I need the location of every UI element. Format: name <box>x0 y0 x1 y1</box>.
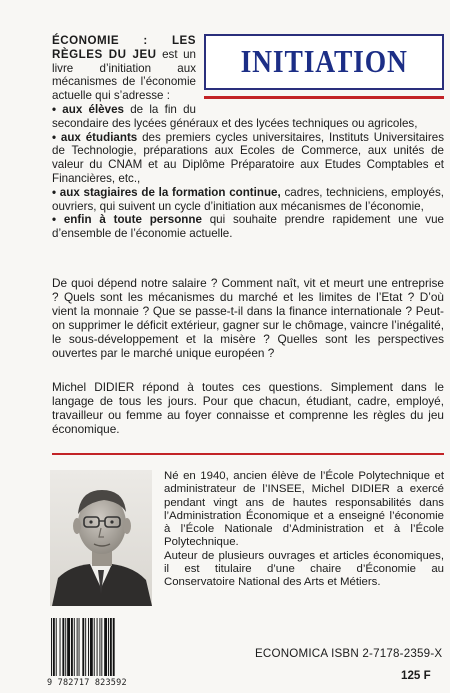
audience-item <box>52 103 444 131</box>
section-divider <box>52 453 444 455</box>
title-block <box>204 34 444 99</box>
bio-paragraph: Auteur de plusieurs ouvrages et articles économiques, il est titulaire d’une chaire d’Économie au Conservatoire National des Arts et Métiers. <box>164 549 444 589</box>
audience-item <box>52 213 444 241</box>
intro-text: est un livre d’initiation aux mécanismes de l’économie actuelle qui s’adresse : <box>52 47 196 103</box>
audience-item <box>52 186 444 214</box>
price: 125 F <box>401 669 431 682</box>
audience-text: des premiers cycles universitaires, Instituts Universitaires de Technologie, préparations aux Ecoles de Commerce, aux unités de valeur du CNAM et au Diplôme Préparatoire aux Etudes Comptables et Financières, etc., <box>52 130 444 185</box>
audience-label: • aux élèves <box>52 102 124 116</box>
author-bio <box>164 470 444 590</box>
audience-text: de la fin du secondaire des lycées généraux et des lycées techniques ou agricoles, <box>52 102 418 130</box>
series-title: INITIATION <box>240 43 408 80</box>
author-photo <box>50 470 152 606</box>
answer-text: Michel DIDIER répond à toutes ces questions. Simplement dans le langage de tous les jours. Pour que chacun, étudiant, cadre, employé, travailleur ou femme au foyer connaisse et comprenne les règles du jeu économique. <box>52 380 444 436</box>
title-underline <box>204 96 444 99</box>
audience-item <box>52 131 444 186</box>
intro-section <box>52 34 444 241</box>
audience-label: • aux stagiaires de la formation continue, <box>52 185 281 199</box>
audience-list <box>52 103 444 241</box>
title-frame <box>204 34 444 90</box>
author-portrait-icon <box>50 470 152 606</box>
answer-paragraph <box>52 380 444 436</box>
bio-paragraph: Né en 1940, ancien élève de l’École Polytechnique et administrateur de l’INSEE, Michel DIDIER a exercé pendant vingt ans de hautes responsabilités dans l’Administration Économique et a enseigné l’économie à l’École Nationale d’Administration et à l’École Polytechnique. <box>164 470 444 549</box>
questions-paragraph <box>52 276 444 360</box>
publisher-isbn: ECONOMICA ISBN 2-7178-2359-X <box>255 647 443 660</box>
audience-text: cadres, techniciens, employés, ouvriers, qui suivent un cycle d’initiation aux mécanismes de l’économie, <box>52 185 445 213</box>
audience-label: • aux étudiants <box>52 130 138 144</box>
audience-text: qui souhaite prendre rapidement une vue d’ensemble de l’économie actuelle. <box>52 213 444 241</box>
barcode-digits: 9 782717 823592 <box>47 678 157 688</box>
audience-label: • enfin à toute personne <box>52 213 202 227</box>
questions-text: De quoi dépend notre salaire ? Comment naît, vit et meurt une entreprise ? Quels sont les mécanismes du marché et les limites de l’Etat ? D’où vient la monnaie ? Que se passe-t-il dans la finance internationale ? Peut-on supprimer le déficit extérieur, gagner sur le chômage, vaincre l’inégalité, le sous-développement et la misère ? Quelles sont les perspectives ouvertes par le marché unique européen ? <box>52 276 444 360</box>
book-title: ÉCONOMIE : LES RÈGLES DU JEU <box>52 34 196 61</box>
